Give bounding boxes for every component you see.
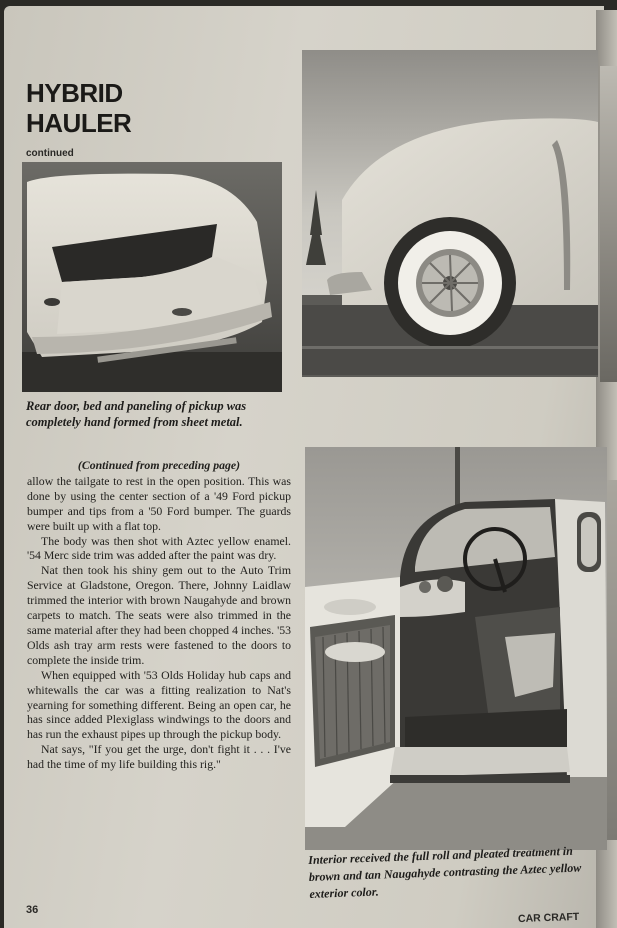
article-body bbox=[27, 458, 291, 772]
continued-from-note: (Continued from preceding page) bbox=[77, 458, 241, 472]
pickup-bed-image bbox=[22, 162, 282, 392]
interior-image bbox=[305, 447, 607, 850]
caption-pickup-bed: Rear door, bed and paneling of pickup was completely hand formed from sheet metal. bbox=[26, 399, 247, 429]
photo-rear-wheel bbox=[302, 50, 598, 377]
article-paragraph-4: When equipped with '53 Olds Holiday hub caps and whitewalls the car was a fitting realization to Nat's yearning for something different. Being an open car, he has since added Plexiglass windwings to the doors and has run the exhaust pipes up through the pickup body. bbox=[27, 667, 291, 742]
caption-interior: Interior received the full roll and pleated treatment in brown and tan Naugahyde contrasting the Aztec yellow exterior color. bbox=[308, 843, 582, 901]
article-paragraph-5: Nat says, "If you get the urge, don't fight it . . . I've had the time of my life building this rig." bbox=[27, 742, 291, 772]
article-paragraph-3: Nat then took his shiny gem out to the Auto Trim Service at Gladstone, Oregon. There, Johnny Laidlaw trimmed the interior with brown Naugahyde and brown carpets to match. The seats were also trimmed in the same material after they had been chopped 4 inches. '53 Olds ash tray arm rests were fastened to the doors to complete the inside trim. bbox=[27, 563, 291, 667]
title-line-1: HYBRID bbox=[26, 78, 123, 108]
article-paragraph-2: The body was then shot with Aztec yellow enamel. '54 Merc side trim was added after the paint was dry. bbox=[27, 533, 291, 563]
next-page-photo-edge bbox=[600, 66, 617, 382]
page-number: 36 bbox=[26, 904, 39, 916]
photo-pickup-bed bbox=[22, 162, 282, 392]
article-title bbox=[26, 78, 131, 138]
continued-label: continued bbox=[26, 148, 74, 159]
magazine-name: CAR CRAFT bbox=[517, 910, 580, 926]
photo-interior bbox=[305, 447, 607, 850]
rear-wheel-image bbox=[302, 50, 598, 377]
title-line-2: HAULER bbox=[26, 108, 132, 138]
article-paragraph-1: allow the tailgate to rest in the open position. This was done by using the center section of a '49 Ford pickup bumper and tips from a '50 Ford bumper. The guards were built up with a flat top. bbox=[27, 473, 291, 533]
